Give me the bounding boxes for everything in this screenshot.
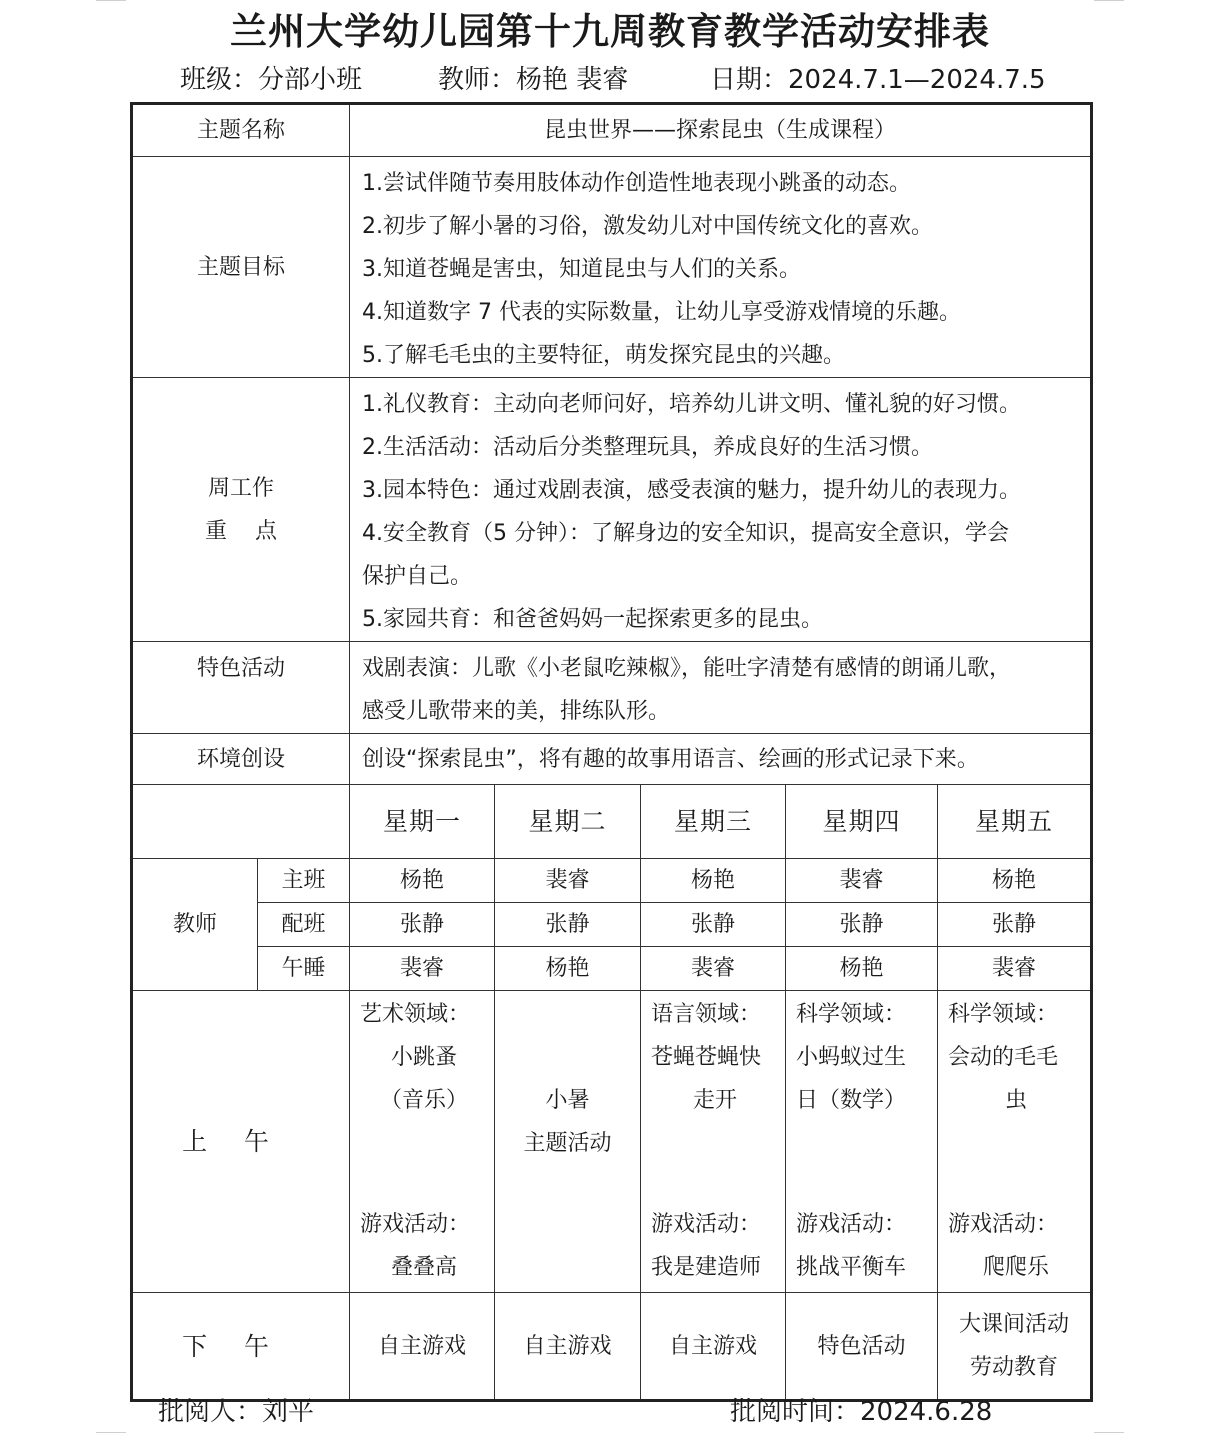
special-activity-line: 感受儿歌带来的美，排练队形。 [362, 699, 671, 724]
game-label: 游戏活动： [948, 1212, 1059, 1237]
weekly-focus-cell [350, 378, 1092, 642]
schedule-table [130, 102, 1093, 1402]
corner-mark [1094, 1432, 1124, 1433]
activity-line: 走开 [693, 1088, 738, 1113]
morning-label: 上 午 [132, 991, 350, 1293]
focus-item: 4.安全教育（5 分钟）：了解身边的安全知识，提高安全意识，学会 [362, 521, 1009, 546]
environment-row [132, 734, 1092, 785]
morning-friday [938, 991, 1092, 1293]
teacher-role: 主班 [258, 859, 350, 903]
teacher-name: 裴睿 [786, 859, 938, 903]
game-name: 挑战平衡车 [796, 1255, 907, 1280]
theme-name-label: 主题名称 [132, 104, 350, 157]
goal-item: 5.了解毛毛虫的主要特征，萌发探究昆虫的兴趣。 [362, 343, 846, 368]
activity-line: 主题活动 [523, 1130, 612, 1156]
afternoon-row [132, 1293, 1092, 1401]
goal-item: 4.知道数字 7 代表的实际数量，让幼儿享受游戏情境的乐趣。 [362, 300, 961, 325]
teacher-row-assistant [132, 903, 1092, 947]
weekly-focus-label-line: 重 点 [205, 518, 277, 544]
game-name: 叠叠高 [391, 1255, 458, 1280]
weekly-focus-label [132, 378, 350, 642]
teacher-name: 张静 [495, 903, 641, 947]
focus-item: 2.生活活动：活动后分类整理玩具，养成良好的生活习惯。 [362, 435, 934, 460]
teacher-name: 张静 [350, 903, 495, 947]
review-time: 批阅时间：2024.6.28 [730, 1397, 993, 1427]
theme-goals-row [132, 157, 1092, 378]
environment-label: 环境创设 [132, 734, 350, 785]
morning-thursday [786, 991, 938, 1293]
weekday-header-row [132, 785, 1092, 859]
afternoon-thursday: 特色活动 [786, 1293, 938, 1401]
teacher-name: 杨艳 [938, 859, 1092, 903]
date-info: 日期：2024.7.1—2024.7.5 [710, 65, 1046, 95]
focus-item: 1.礼仪教育：主动向老师问好，培养幼儿讲文明、懂礼貌的好习惯。 [362, 392, 1022, 417]
activity-line: （音乐） [380, 1088, 469, 1113]
teachers-label: 教师 [132, 859, 258, 991]
special-activity-row [132, 642, 1092, 734]
focus-item: 5.家园共育：和爸爸妈妈一起探索更多的昆虫。 [362, 607, 824, 632]
morning-monday [350, 991, 495, 1293]
theme-name-value: 昆虫世界——探索昆虫（生成课程） [350, 104, 1092, 157]
teacher-role: 配班 [258, 903, 350, 947]
focus-item: 3.园本特色：通过戏剧表演，感受表演的魅力，提升幼儿的表现力。 [362, 478, 1022, 503]
document-title: 兰州大学幼儿园第十九周教育教学活动安排表 [230, 10, 990, 53]
teacher-name: 杨艳 [786, 947, 938, 991]
special-activity-label: 特色活动 [132, 642, 350, 734]
domain-label: 语言领域： [651, 1002, 762, 1027]
theme-goals-label: 主题目标 [132, 157, 350, 378]
domain-label: 科学领域： [948, 1002, 1059, 1027]
morning-tuesday [495, 991, 641, 1293]
goal-item: 2.初步了解小暑的习俗，激发幼儿对中国传统文化的喜欢。 [362, 214, 934, 239]
environment-value: 创设“探索昆虫”，将有趣的故事用语言、绘画的形式记录下来。 [350, 734, 1092, 785]
afternoon-label: 下 午 [132, 1293, 350, 1401]
activity-line: 小暑 [545, 1087, 590, 1113]
weekday-friday: 星期五 [938, 785, 1092, 859]
goal-item: 3.知道苍蝇是害虫，知道昆虫与人们的关系。 [362, 257, 802, 282]
afternoon-line: 劳动教育 [970, 1355, 1059, 1380]
activity-line: 日（数学） [796, 1088, 907, 1113]
teacher-name: 张静 [786, 903, 938, 947]
activity-line: 会动的毛毛 [948, 1045, 1059, 1070]
teacher-name: 杨艳 [350, 859, 495, 903]
teacher-name: 裴睿 [938, 947, 1092, 991]
teacher-name: 裴睿 [495, 859, 641, 903]
teacher-name: 裴睿 [350, 947, 495, 991]
weekly-focus-label-line: 周工作 [208, 475, 275, 501]
morning-wednesday [641, 991, 786, 1293]
domain-label: 艺术领域： [360, 1002, 471, 1027]
teacher-row-lead [132, 859, 1092, 903]
teacher-name: 裴睿 [641, 947, 786, 991]
focus-item: 保护自己。 [362, 564, 473, 589]
reviewer: 批阅人：刘平 [158, 1397, 315, 1427]
teacher-info: 教师：杨艳 裴睿 [438, 65, 629, 95]
teacher-name: 张静 [938, 903, 1092, 947]
activity-line: 小跳蚤 [391, 1045, 458, 1070]
corner-mark [1094, 0, 1124, 1]
game-name: 爬爬乐 [983, 1255, 1050, 1280]
theme-goals-cell [350, 157, 1092, 378]
afternoon-wednesday: 自主游戏 [641, 1293, 786, 1401]
afternoon-line: 大课间活动 [959, 1312, 1070, 1337]
activity-line: 虫 [1005, 1088, 1028, 1113]
corner-mark [96, 1432, 126, 1433]
weekly-focus-row [132, 378, 1092, 642]
teacher-row-nap [132, 947, 1092, 991]
teacher-role: 午睡 [258, 947, 350, 991]
game-label: 游戏活动： [360, 1212, 471, 1237]
weekday-monday: 星期一 [350, 785, 495, 859]
afternoon-monday: 自主游戏 [350, 1293, 495, 1401]
weekday-header-blank [132, 785, 350, 859]
domain-label: 科学领域： [796, 1002, 907, 1027]
game-label: 游戏活动： [796, 1212, 907, 1237]
game-label: 游戏活动： [651, 1212, 762, 1237]
morning-row [132, 991, 1092, 1293]
theme-name-row [132, 104, 1092, 157]
teacher-name: 杨艳 [495, 947, 641, 991]
teacher-name: 杨艳 [641, 859, 786, 903]
weekday-thursday: 星期四 [786, 785, 938, 859]
afternoon-friday [938, 1293, 1092, 1401]
teacher-name: 张静 [641, 903, 786, 947]
goal-item: 1.尝试伴随节奏用肢体动作创造性地表现小跳蚤的动态。 [362, 171, 912, 196]
activity-line: 小蚂蚁过生 [796, 1045, 907, 1070]
weekday-tuesday: 星期二 [495, 785, 641, 859]
activity-line: 苍蝇苍蝇快 [651, 1045, 762, 1070]
afternoon-tuesday: 自主游戏 [495, 1293, 641, 1401]
game-name: 我是建造师 [651, 1255, 762, 1280]
special-activity-line: 戏剧表演：儿歌《小老鼠吃辣椒》，能吐字清楚有感情的朗诵儿歌， [362, 656, 1012, 681]
special-activity-cell [350, 642, 1092, 734]
corner-mark [96, 0, 126, 1]
class-info: 班级：分部小班 [180, 65, 363, 95]
weekday-wednesday: 星期三 [641, 785, 786, 859]
